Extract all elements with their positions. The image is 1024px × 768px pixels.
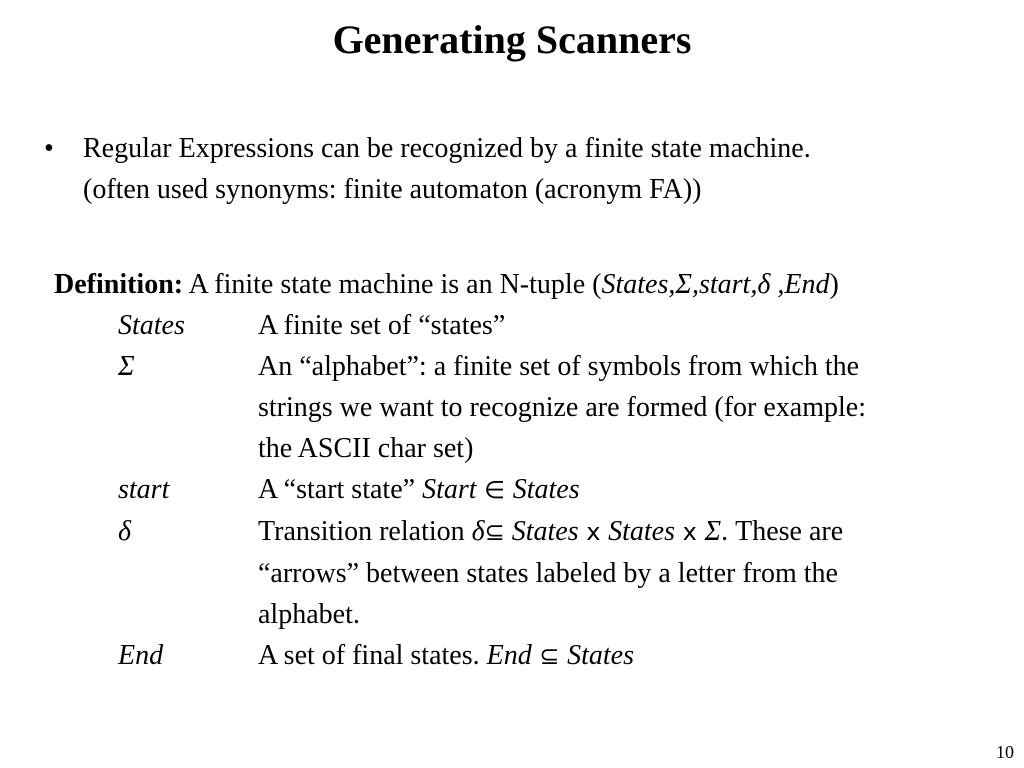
desc-states: A finite set of “states” [258,310,506,341]
page-number: 10 [996,742,1014,762]
definition-heading [54,264,1019,305]
definition-close: ) [829,269,839,300]
desc-delta-suffix: . These are [721,516,844,547]
desc-sigma-line-3: the ASCII char set) [258,433,474,464]
cross-symbol-1: x [578,518,609,546]
desc-delta-line-2: “arrows” between states labeled by a letter from the [258,558,838,589]
term-start: start [118,474,170,505]
definition-row-end [54,635,1019,677]
desc-delta-line-3: alphabet. [258,599,360,630]
bullet-text [83,128,1003,210]
subset-symbol: ⊆ [484,518,505,546]
desc-delta-symbol: δ [471,516,485,547]
bullet-line-2: (often used synonyms: finite automaton (acronym FA)) [83,174,702,205]
cross-symbol-2: x [675,518,705,546]
slide-title: Generating Scanners [332,17,692,62]
term-sigma: Σ [118,351,135,382]
definition-row-sigma [54,346,1019,469]
desc-end [258,635,1019,677]
definition-label: Definition: [54,269,184,300]
definition-row-states [54,305,1019,346]
bullet-dot: • [44,133,54,164]
subset-symbol-end: ⊆ [531,642,568,670]
desc-delta-line-1 [258,511,1019,553]
definition-intro: A finite state machine is an N-tuple ( [183,269,602,300]
definition-rows [54,305,1019,677]
desc-delta-prefix: Transition relation [258,516,472,547]
desc-sigma-line-2: strings we want to recognize are formed (for example: [258,392,866,423]
element-of-symbol: ∈ [476,476,513,504]
desc-start-start: Start [422,474,477,505]
term-states: States [118,310,185,341]
desc-start-prefix: A “start state” [258,474,423,505]
desc-start-states: States [512,474,580,505]
desc-start [258,469,1019,511]
desc-sigma-line-1: An “alphabet”: a finite set of symbols from which the [258,351,860,382]
term-end: End [118,640,164,671]
bullet-line-1: Regular Expressions can be recognized by a finite state machine. [83,133,811,164]
desc-end-prefix: A set of final states. [258,640,487,671]
desc-end-states: States [567,640,634,671]
definition-row-start [54,469,1019,511]
desc-delta-states-2: States [608,516,675,547]
definition-block [54,264,1019,677]
desc-delta [258,511,1019,635]
definition-tuple: States,Σ,start,δ ,End [601,269,830,300]
definition-row-delta [54,511,1019,635]
desc-sigma [258,346,1019,469]
desc-delta-states-1: States [504,516,579,547]
desc-end-end: End [486,640,532,671]
term-delta: δ [118,516,132,547]
desc-delta-sigma: Σ [704,516,722,547]
